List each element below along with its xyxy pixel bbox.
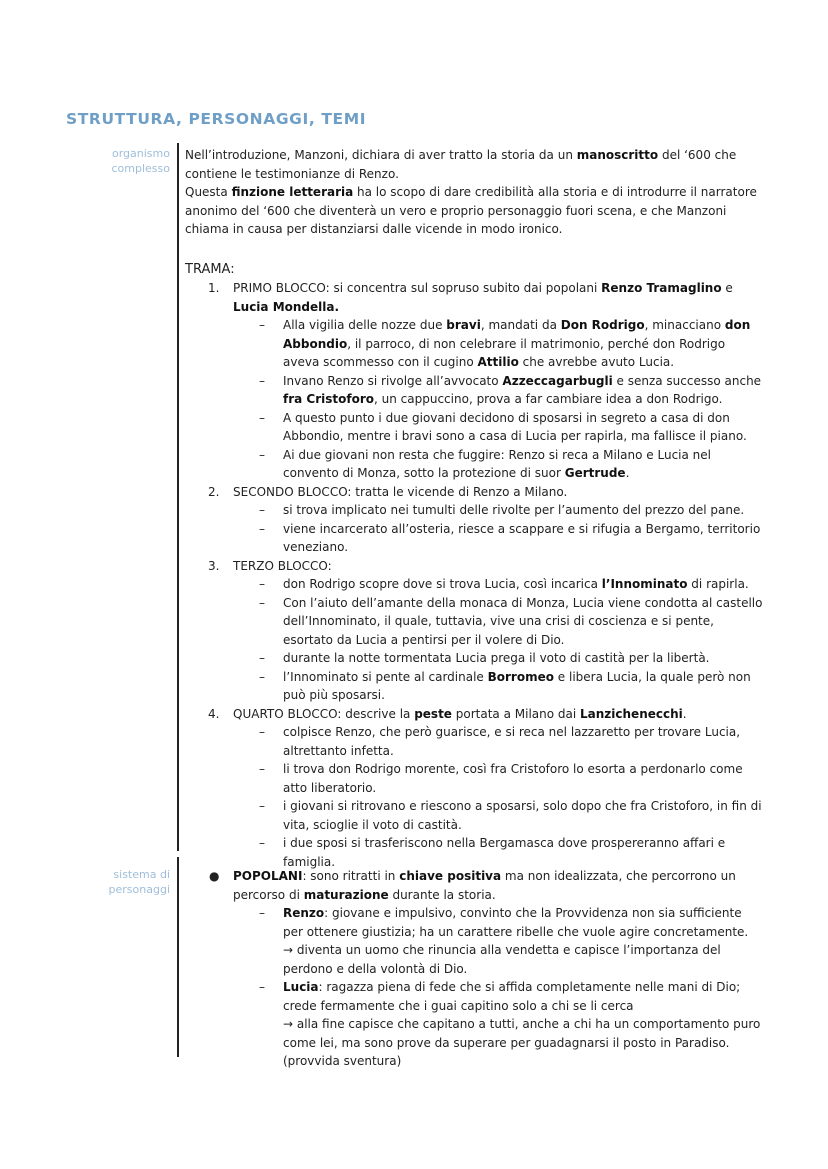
bold-text: l’Innominato (601, 577, 688, 591)
trama-item (185, 834, 765, 871)
text-run: SECONDO BLOCCO: tratta le vicende di Renzo a Milano. (233, 484, 568, 499)
block-number: 4. (208, 706, 220, 721)
bold-text: Lucia (283, 980, 319, 994)
bold-text: POPOLANI (233, 869, 303, 883)
dash-marker: – (259, 318, 265, 332)
section-label-line: personaggi (108, 883, 170, 896)
dash-marker: – (259, 980, 265, 994)
section-divider (177, 143, 179, 851)
bold-text: Attilio (477, 355, 519, 369)
text-run: li trova don Rodrigo morente, così fra Cristoforo lo esorta a perdonarlo come atto liberatorio. (283, 762, 743, 795)
text-run: . (625, 466, 630, 480)
trama-item (185, 520, 765, 557)
text-run: che avrebbe avuto Lucia. (518, 355, 675, 369)
text-run: viene incarcerato all’osteria, riesce a scappare e si rifugia a Bergamo, territorio veneziano. (283, 521, 761, 554)
dash-marker: – (259, 799, 265, 813)
bold-text: Azzeccagarbugli (502, 373, 613, 388)
text-run: TERZO BLOCCO: (233, 558, 332, 573)
trama-heading: TRAMA: (185, 261, 235, 277)
bold-text: Lucia Mondella. (233, 299, 340, 314)
dash-marker: – (259, 503, 265, 517)
dash-marker: – (259, 836, 265, 850)
bold-text: fra Cristoforo (283, 392, 375, 406)
dash-marker: – (259, 595, 265, 610)
intro-paragraph (185, 183, 765, 239)
text-run: e libera Lucia, la quale però non può più sposarsi. (283, 669, 751, 702)
dash-marker: – (259, 577, 265, 591)
trama-list (185, 279, 765, 871)
text-run: Nell’introduzione, Manzoni, dichiara di aver tratto la storia da un (185, 148, 577, 162)
trama-item (185, 446, 765, 483)
bold-text: maturazione (303, 887, 389, 902)
trama-item (185, 501, 765, 520)
trama-item (185, 668, 765, 705)
dash-marker: – (259, 669, 265, 684)
text-run: , il parroco, di non celebrare il matrimonio, perché don Rodrigo aveva scommesso con il cugino (283, 336, 726, 369)
text-run: durante la storia. (388, 887, 496, 902)
dash-marker: – (259, 725, 265, 739)
section-label-line: sistema di (113, 868, 170, 881)
trama-block (185, 279, 765, 316)
text-run: Invano Renzo si rivolge all’avvocato (283, 373, 503, 388)
text-run: don Rodrigo scopre dove si trova Lucia, così incarica (283, 577, 602, 591)
trama-item (185, 594, 765, 650)
bold-text: Renzo (283, 906, 325, 920)
bold-text: Don Rodrigo (560, 318, 645, 332)
text-run: A questo punto i due giovani decidono di sposarsi in segreto a casa di don Abbondio, mentre i bravi sono a casa di Lucia per rapirla, ma fallisce il piano. (283, 410, 747, 443)
bold-text: chiave positiva (399, 869, 502, 883)
bold-text: Borromeo (487, 669, 554, 684)
trama-item (185, 372, 765, 409)
text-run: QUARTO BLOCCO: descrive la (233, 706, 415, 721)
dash-marker: – (259, 373, 265, 388)
bold-text: peste (414, 706, 452, 721)
section-label-organismo (112, 146, 171, 176)
intro-paragraph (185, 146, 765, 183)
trama-item (185, 575, 765, 594)
block-number: 2. (208, 484, 220, 499)
trama-item (185, 316, 765, 372)
bold-text: Renzo Tramaglino (601, 281, 722, 295)
text-run: PRIMO BLOCCO: si concentra sul sopruso subito dai popolani (233, 281, 602, 295)
bold-text: bravi (446, 318, 481, 332)
text-run: → alla fine capisce che capitano a tutti, anche a chi ha un comportamento puro come lei, ma sono prove da superare per guadagnarsi il posto in Paradiso. (provvida sventura) (283, 1017, 761, 1068)
text-run: : giovane e impulsivo, convinto che la Provvidenza non sia sufficiente per ottenere giustizia; ha un carattere ribelle che vuole agire concretamente. (283, 906, 749, 939)
text-run: Ai due giovani non resta che fuggire: Renzo si reca a Milano e Lucia nel convento di Monza, sotto la protezione di suor (283, 447, 711, 480)
text-run: colpisce Renzo, che però guarisce, e si reca nel lazzaretto per trovare Lucia, altrettanto infetta. (283, 725, 741, 758)
text-run: del ‘600 che contiene le testimonianze di Renzo. (185, 148, 737, 181)
text-run: , minacciano (644, 318, 725, 332)
trama-block (185, 483, 765, 502)
text-run: . (682, 706, 687, 721)
dash-marker: – (259, 447, 265, 462)
block-number: 1. (208, 281, 220, 295)
section-label-personaggi (109, 867, 170, 897)
dash-marker: – (259, 410, 265, 425)
bold-text: Gertrude (564, 466, 626, 480)
bold-text: Lanzichenecchi (580, 706, 683, 721)
text-run: e (721, 281, 733, 295)
text-run: → diventa un uomo che rinuncia alla vendetta e capisce l’importanza del perdono e della volontà di Dio. (283, 943, 721, 976)
bold-text: don Abbondio (283, 318, 751, 351)
trama-item (185, 409, 765, 446)
character-item (185, 904, 765, 978)
trama-item (185, 649, 765, 668)
text-run: e senza successo anche (612, 373, 762, 388)
trama-item (185, 723, 765, 760)
text-run: si trova implicato nei tumulti delle rivolte per l’aumento del prezzo del pane. (283, 503, 745, 517)
text-run: durante la notte tormentata Lucia prega il voto di castità per la libertà. (283, 651, 710, 665)
section-label-line: organismo (112, 147, 170, 160)
page-title: STRUTTURA, PERSONAGGI, TEMI (66, 110, 367, 128)
section-organismo-complesso (185, 146, 765, 871)
character-item (185, 978, 765, 1071)
trama-block (185, 557, 765, 576)
text-run: ma non idealizzata, che percorrono un percorso di (233, 869, 736, 902)
section-divider (177, 857, 179, 1057)
block-number: 3. (208, 558, 220, 573)
section-label-line: complesso (111, 162, 170, 175)
text-run: Alla vigilia delle nozze due (283, 318, 447, 332)
section-sistema-personaggi (185, 867, 765, 1071)
bold-text: finzione letteraria (231, 185, 354, 199)
text-run: , un cappuccino, prova a far cambiare idea a don Rodrigo. (374, 392, 723, 406)
text-run: i due sposi si trasferiscono nella Bergamasca dove prospereranno affari e famiglia. (283, 836, 726, 869)
text-run: portata a Milano dai (451, 706, 581, 721)
text-run: i giovani si ritrovano e riescono a sposarsi, solo dopo che fra Cristoforo, in fin di vita, scioglie il voto di castità. (283, 799, 762, 832)
dash-marker: – (259, 651, 265, 665)
text-run: , mandati da (480, 318, 561, 332)
trama-item (185, 797, 765, 834)
text-run: ha lo scopo di dare credibilità alla storia e di introdurre il narratore anonimo del ‘600 che diventerà un vero e proprio personaggio fuori scena, e che Manzoni chiama in causa per distanziarsi dalle vicende in modo ironico. (185, 185, 757, 236)
trama-block (185, 705, 765, 724)
popolani-bullet (185, 867, 765, 1071)
text-run: : sono ritratti in (302, 869, 400, 883)
text-run: : ragazza piena di fede che si affida completamente nelle mani di Dio; crede fermamente che i guai capitino solo a chi se li cerca (283, 980, 741, 1013)
text-run: Con l’aiuto dell’amante della monaca di Monza, Lucia viene condotta al castello dell’Innominato, il quale, tuttavia, vive una crisi di coscienza e si pente, esortato da Lucia a pentirsi per il volere di Dio. (283, 595, 763, 647)
trama-item (185, 760, 765, 797)
intro-paragraphs (185, 146, 765, 239)
text-run: l’Innominato si pente al cardinale (283, 669, 488, 684)
bullet-dot: ● (209, 869, 220, 883)
dash-marker: – (259, 521, 265, 536)
text-run: di rapirla. (687, 577, 749, 591)
dash-marker: – (259, 906, 265, 920)
bold-text: manoscritto (576, 148, 659, 162)
bullet-item (185, 867, 765, 904)
text-run: Questa (185, 185, 232, 199)
dash-marker: – (259, 762, 265, 776)
